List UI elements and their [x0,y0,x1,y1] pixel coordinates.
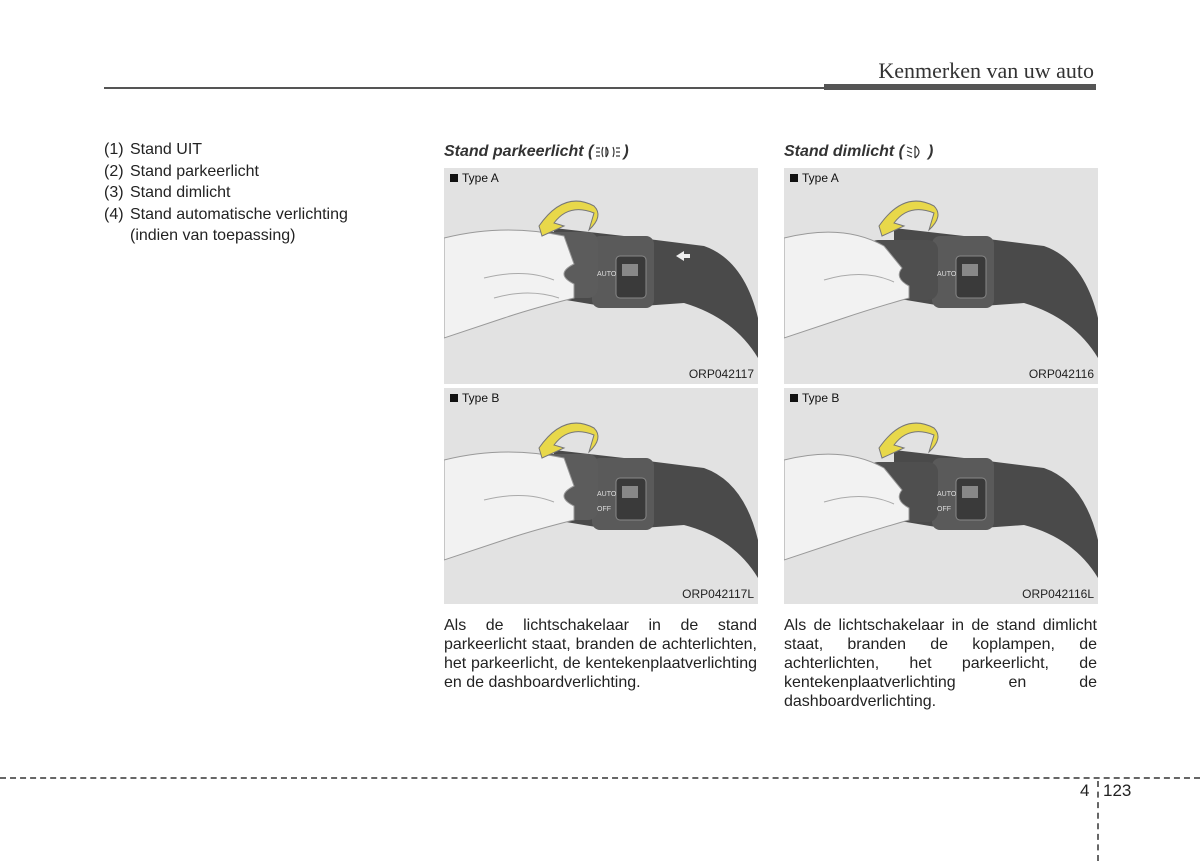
figure-code: ORP042116 [1028,367,1094,381]
off-label: OFF [937,506,951,513]
figure-code: ORP042117L [682,587,754,601]
parking-light-icon [595,143,621,161]
figure-low-beam-type-a [784,168,1098,384]
footer-divider [1097,781,1099,861]
low-beam-icon [906,143,926,161]
figure-low-beam-type-b [784,388,1098,604]
figure-parking-type-b [444,388,758,604]
light-switch-illustration [444,388,758,604]
figure-type-label: Type A [450,171,499,185]
figure-code: ORP042117 [688,367,754,381]
chapter-number: 4 [1080,781,1090,800]
auto-label: AUTO [937,491,957,498]
parking-light-description: Als de lichtschakelaar in de stand parkeerlicht staat, branden de achterlichten, het parkeerlicht, de kentekenplaatverlichting en de dashboardverlichting. [444,617,757,691]
figure-type-label: Type A [790,171,839,185]
page-number: 123 [1103,781,1132,800]
figure-type-label: Type B [450,391,499,405]
figure-code: ORP042116L [1022,587,1094,601]
low-beam-description: Als de lichtschakelaar in de stand dimlicht staat, branden de koplampen, de achterlichten, het parkeerlicht, de kentekenplaatverlichting en de dashboardverlichting. [784,617,1097,710]
section-heading-low-beam: Stand dimlicht ( ) [784,143,934,160]
header-rule-accent [824,84,1096,90]
auto-label: AUTO [597,271,617,278]
list-item-continuation: (indien van toepassing) [130,227,296,244]
figure-parking-type-a [444,168,758,384]
light-switch-illustration [444,168,758,384]
section-heading-parking-light: Stand parkeerlicht ( ) [444,143,629,160]
light-switch-illustration [784,388,1098,604]
auto-label: AUTO [937,271,957,278]
footer-rule [0,777,1200,779]
list-item: (1) Stand UIT [104,141,203,158]
auto-label: AUTO [597,491,617,498]
header-title: Kenmerken van uw auto [878,58,1094,83]
list-item: (2) Stand parkeerlicht [104,162,259,180]
switch-position-list [104,139,348,247]
off-label: OFF [597,506,611,513]
list-item: (3) Stand dimlicht [104,184,231,201]
light-switch-illustration [784,168,1098,384]
list-item: (4) Stand automatische verlichting [104,205,348,223]
figure-type-label: Type B [790,391,839,405]
